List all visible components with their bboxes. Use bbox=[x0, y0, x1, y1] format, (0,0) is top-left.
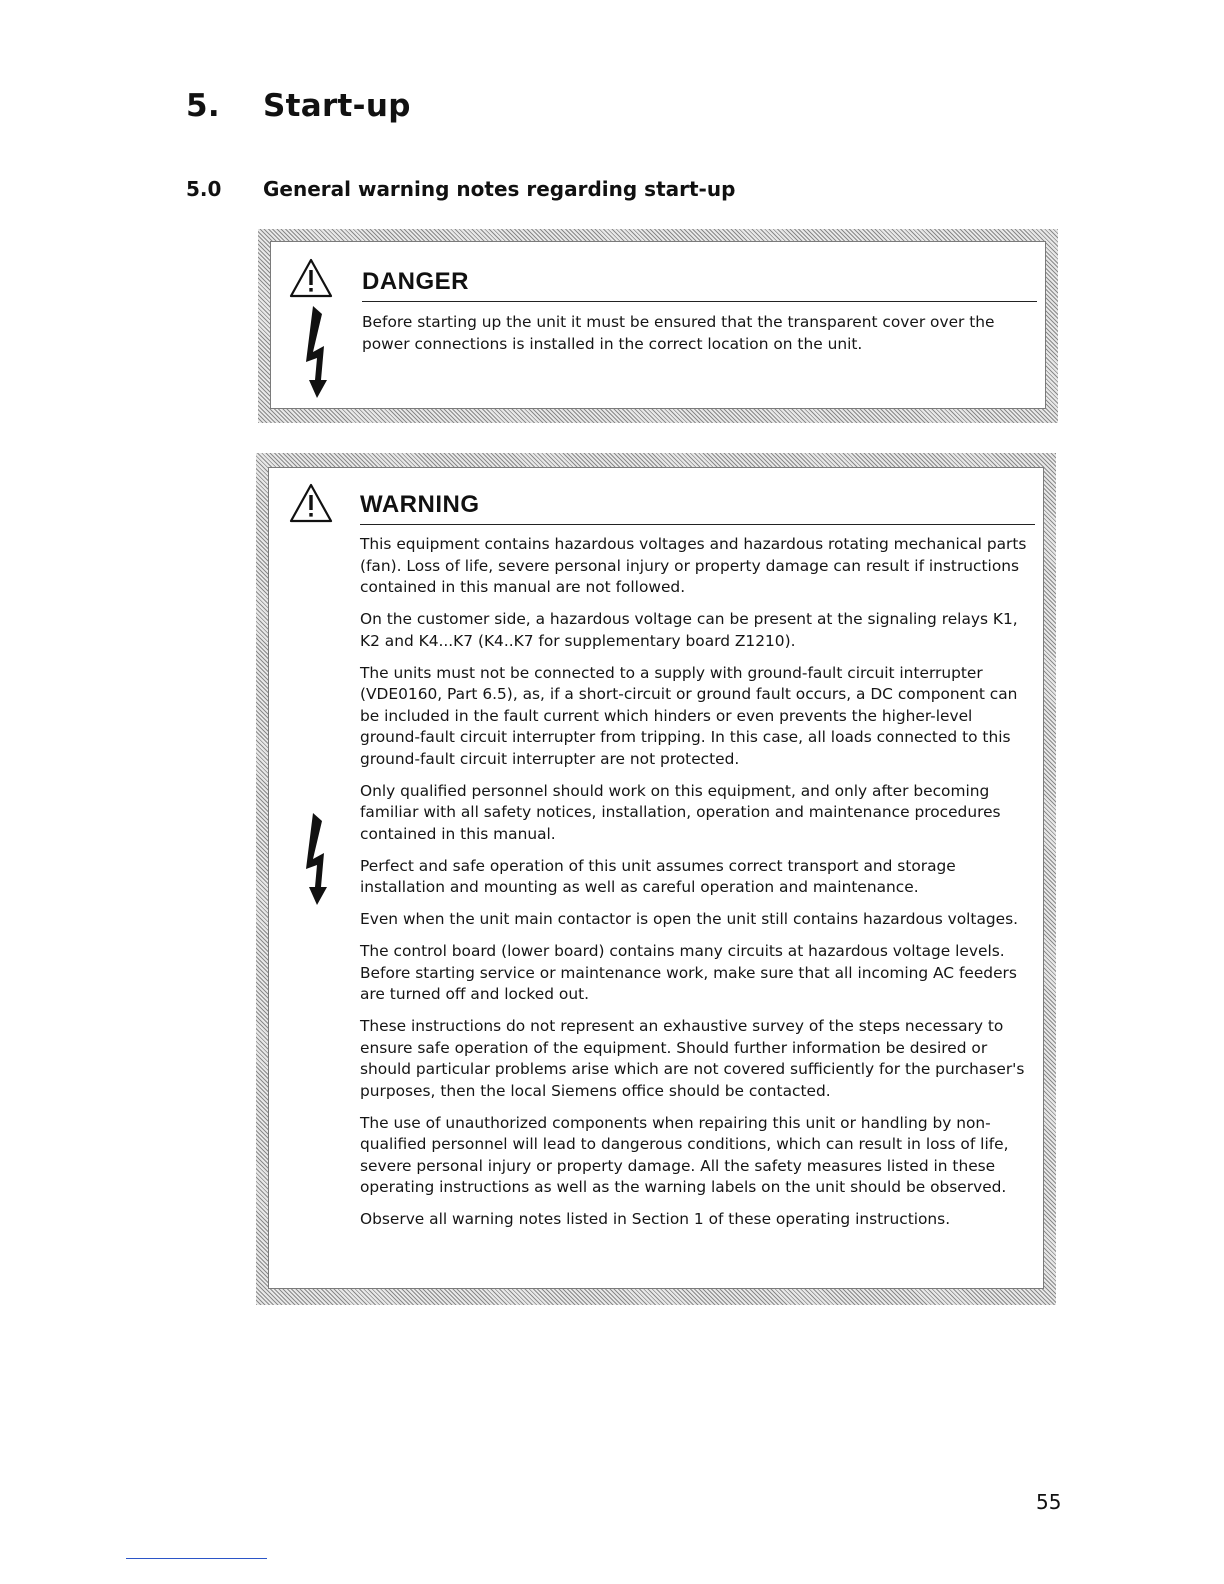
warning-paragraph: Observe all warning notes listed in Section 1 of these operating instructions. bbox=[360, 1210, 951, 1228]
danger-body bbox=[362, 312, 1031, 366]
chapter-heading bbox=[186, 88, 411, 124]
warning-notice-content bbox=[268, 467, 1044, 1289]
warning-triangle-icon bbox=[289, 258, 333, 298]
danger-paragraph: Before starting up the unit it must be ensured that the transparent cover over the power connections is installed in the correct location on the unit. bbox=[362, 313, 995, 353]
page-number: 55 bbox=[1036, 1490, 1062, 1514]
chapter-title: Start-up bbox=[263, 88, 411, 124]
warning-body bbox=[360, 534, 1029, 1241]
lightning-bolt-icon bbox=[304, 306, 332, 398]
danger-title: DANGER bbox=[362, 268, 470, 295]
warning-paragraph: The use of unauthorized components when repairing this unit or handling by non-qualified personnel will lead to dangerous conditions, which can result in loss of life, severe personal injury or property damage. All the safety measures listed in these operating instructions as well as the warning labels on the unit should be observed. bbox=[360, 1113, 1009, 1196]
warning-notice-box bbox=[256, 453, 1056, 1305]
warning-title-rule bbox=[360, 524, 1035, 525]
warning-paragraph: Even when the unit main contactor is open the unit still contains hazardous voltages. bbox=[360, 910, 1019, 928]
warning-paragraph: The control board (lower board) contains many circuits at hazardous voltage levels. Before starting service or maintenance work, make sure that all incoming AC feeders are turned off and locked out. bbox=[360, 942, 1017, 1003]
chapter-number: 5. bbox=[186, 88, 220, 124]
section-title: General warning notes regarding start-up bbox=[263, 177, 736, 201]
danger-notice-box bbox=[258, 229, 1058, 423]
warning-paragraph: Perfect and safe operation of this unit assumes correct transport and storage installation and mounting as well as careful operation and maintenance. bbox=[360, 856, 956, 896]
section-number: 5.0 bbox=[186, 177, 222, 201]
footer-rule bbox=[126, 1558, 267, 1559]
danger-title-rule bbox=[362, 301, 1037, 302]
warning-paragraph: Only qualified personnel should work on this equipment, and only after becoming familiar with all safety notices, installation, operation and maintenance procedures contained in this manual. bbox=[360, 781, 1001, 843]
warning-paragraph: The units must not be connected to a supply with ground-fault circuit interrupter (VDE0160, Part 6.5), as, if a short-circuit or ground fault occurs, a DC component can be included in the fault current which hinders or even prevents the higher-level ground-fault circuit interrupter from tripping. In this case, all loads connected to this ground-fault circuit interrupter are not protected. bbox=[360, 663, 1018, 768]
section-heading bbox=[186, 177, 735, 201]
warning-paragraph: These instructions do not represent an exhaustive survey of the steps necessary to ensure safe operation of the equipment. Should further information be desired or should particular problems arise which are not covered sufficiently for the purchaser's purposes, then the local Siemens office should be contacted. bbox=[360, 1017, 1025, 1100]
warning-paragraph: On the customer side, a hazardous voltage can be present at the signaling relays K1, K2 and K4...K7 (K4..K7 for supplementary board Z1210). bbox=[360, 610, 1018, 650]
warning-paragraph: This equipment contains hazardous voltages and hazardous rotating mechanical parts (fan). Loss of life, severe personal injury or property damage can result if instructions contained in this manual are not followed. bbox=[360, 535, 1027, 596]
warning-triangle-icon bbox=[289, 483, 333, 523]
danger-notice-content bbox=[270, 241, 1046, 409]
lightning-bolt-icon bbox=[304, 813, 332, 905]
warning-title: WARNING bbox=[360, 491, 480, 518]
